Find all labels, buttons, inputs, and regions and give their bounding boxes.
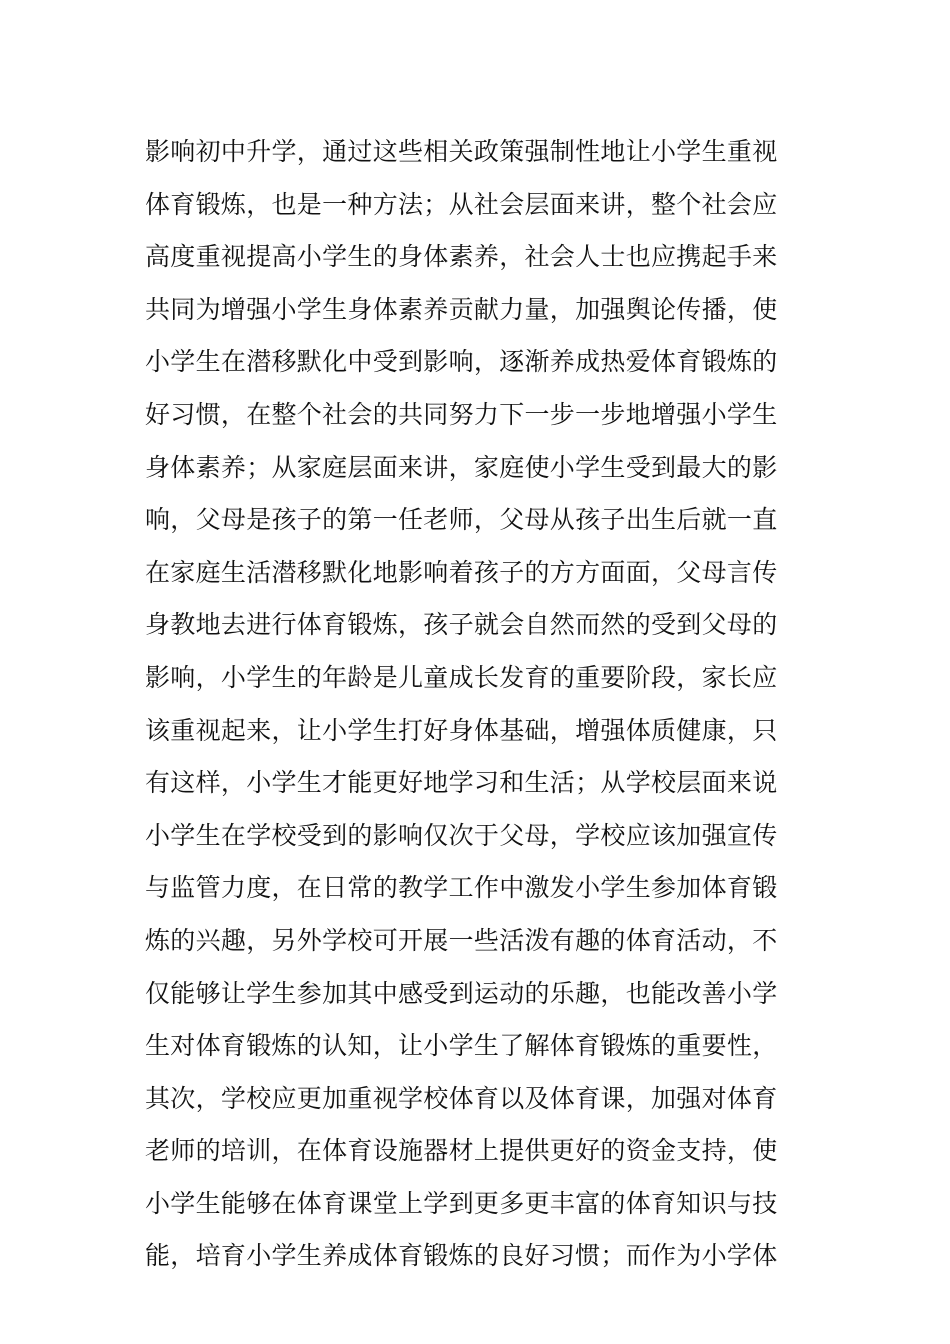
- text-line: 炼的兴趣，另外学校可开展一些活泼有趣的体育活动，不: [145, 925, 778, 955]
- text-line: 体育锻炼，也是一种方法；从社会层面来讲，整个社会应: [145, 189, 778, 219]
- text-line: 小学生在学校受到的影响仅次于父母，学校应该加强宣传: [145, 820, 778, 850]
- text-line: 好习惯，在整个社会的共同努力下一步一步地增强小学生: [145, 399, 778, 429]
- text-line: 小学生在潜移默化中受到影响，逐渐养成热爱体育锻炼的: [145, 347, 778, 377]
- text-line: 仅能够让学生参加其中感受到运动的乐趣，也能改善小学: [145, 978, 778, 1008]
- text-line: 共同为增强小学生身体素养贡献力量，加强舆论传播，使: [145, 294, 778, 324]
- body-paragraph: [145, 126, 810, 1283]
- text-line: 小学生能够在体育课堂上学到更多更丰富的体育知识与技: [145, 1188, 778, 1218]
- text-line: 影响，小学生的年龄是儿童成长发育的重要阶段，家长应: [145, 662, 778, 692]
- text-line: 影响初中升学，通过这些相关政策强制性地让小学生重视: [145, 137, 778, 166]
- text-line: 其次，学校应更加重视学校体育以及体育课，加强对体育: [145, 1083, 778, 1113]
- text-line: 在家庭生活潜移默化地影响着孩子的方方面面，父母言传: [145, 557, 778, 587]
- text-line: 老师的培训，在体育设施器材上提供更好的资金支持，使: [145, 1136, 778, 1166]
- text-line: 与监管力度，在日常的教学工作中激发小学生参加体育锻: [145, 873, 778, 903]
- text-line: 能，培育小学生养成体育锻炼的良好习惯；而作为小学体: [145, 1241, 778, 1271]
- text-line: 高度重视提高小学生的身体素养，社会人士也应携起手来: [145, 242, 778, 272]
- text-line: 身体素养；从家庭层面来讲，家庭使小学生受到最大的影: [145, 452, 778, 482]
- text-line: 该重视起来，让小学生打好身体基础，增强体质健康，只: [145, 715, 778, 745]
- text-line: 身教地去进行体育锻炼，孩子就会自然而然的受到父母的: [145, 610, 778, 640]
- text-line: 响，父母是孩子的第一任老师，父母从孩子出生后就一直: [145, 505, 778, 535]
- text-line: 有这样，小学生才能更好地学习和生活；从学校层面来说: [145, 768, 778, 798]
- text-line: 生对体育锻炼的认知，让小学生了解体育锻炼的重要性，: [145, 1031, 778, 1061]
